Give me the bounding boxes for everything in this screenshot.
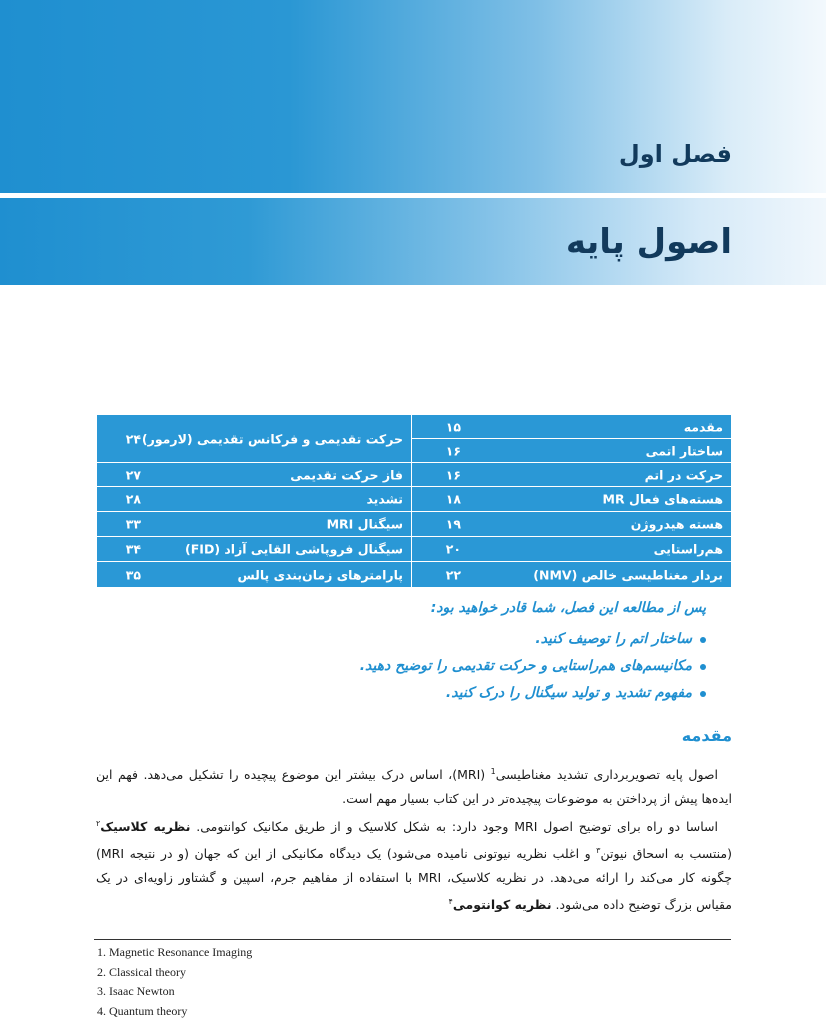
toc-row (97, 415, 411, 463)
toc-row (97, 463, 411, 487)
toc-row (411, 463, 731, 487)
toc-entry-title: حرکت در اتم (644, 467, 723, 482)
toc-entry-page: ۳۴ (125, 541, 141, 557)
toc-entry-page: ۱۶ (445, 467, 461, 482)
term-classical-theory: نظریه کلاسیک (100, 819, 191, 835)
toc-row (411, 562, 731, 587)
section-heading: مقدمه (681, 726, 732, 745)
toc-entry-title: حرکت تقدیمی و فرکانس تقدیمی (لارمور) (141, 431, 403, 446)
objective-item: ساختار اتم را توصیف کنید. (360, 626, 706, 653)
toc-entry-title: فاز حرکت تقدیمی (290, 467, 403, 482)
footnote-item: 3. Isaac Newton (97, 984, 175, 998)
chapter-title: اصول پایه (565, 222, 732, 262)
paragraph-text: (منتسب به اسحاق نیوتن (600, 846, 732, 862)
toc-row (411, 439, 731, 463)
toc-entry-title: هسته هیدروژن (630, 516, 723, 532)
toc-entry-title: پارامترهای زمان‌بندی پالس (237, 567, 403, 582)
chapter-label: فصل اول (618, 140, 732, 168)
footnote-divider (94, 939, 731, 940)
toc-entry-page: ۲۴ (125, 431, 141, 446)
footnote-ref: ۴ (448, 897, 453, 907)
toc-entry-page: ۲۷ (125, 467, 141, 482)
toc-entry-title: ساختار اتمی (645, 443, 723, 458)
toc-entry-title: هسته‌های فعال MR (602, 491, 723, 507)
footnote-ref: 1 (490, 767, 496, 776)
paragraph-text: اساسا دو راه برای توضیح اصول MRI وجود دارد: به شکل کلاسیک و از طریق مکانیک کوانتومی. (190, 819, 718, 835)
toc-entry-title: سیگنال فروپاشی القایی آزاد (FID) (185, 541, 403, 557)
theories-paragraph (96, 812, 732, 917)
footnote-ref: ۲ (96, 819, 101, 828)
footnote-ref: ۳ (596, 846, 601, 856)
toc-entry-page: ۳۳ (125, 516, 141, 532)
toc-entry-page: ۱۸ (445, 491, 461, 507)
toc-row (97, 562, 411, 587)
footnote-item: 1. Magnetic Resonance Imaging (97, 945, 253, 959)
toc-column-left (97, 415, 412, 587)
toc-column-right (411, 415, 731, 587)
toc-row (411, 537, 731, 562)
toc-entry-page: ۳۵ (125, 567, 141, 582)
toc-entry-page: ۲۸ (125, 491, 141, 507)
toc-entry-page: ۱۶ (445, 443, 461, 458)
chapter-contents-table (97, 415, 731, 587)
toc-row (97, 487, 411, 512)
footnote-item: 2. Classical theory (97, 964, 186, 979)
toc-entry-page: ۲۲ (445, 567, 461, 582)
toc-entry-page: ۱۹ (445, 516, 461, 532)
toc-entry-title: تشدید (366, 491, 403, 507)
objective-item: مکانیسم‌های هم‌راستایی و حرکت تقدیمی را توضیح دهید. (360, 653, 706, 680)
toc-entry-title: بردار مغناطیسی خالص (NMV) (533, 567, 723, 582)
footnotes (97, 943, 252, 1021)
toc-row (97, 537, 411, 562)
footnote-item: 4. Quantum theory (97, 1003, 188, 1018)
term-quantum-theory: نظریه کوانتومی (452, 897, 552, 913)
objectives-intro: پس از مطالعه این فصل، شما قادر خواهید بود: (430, 600, 706, 616)
toc-entry-title: سیگنال MRI (326, 516, 403, 532)
intro-paragraph (96, 760, 732, 811)
toc-entry-title: مقدمه (683, 419, 723, 434)
toc-entry-title: هم‌راستایی (653, 541, 723, 557)
objectives-list (360, 626, 706, 707)
toc-entry-page: ۱۵ (445, 419, 461, 434)
paragraph-text: (MRI)، اساس درک بیشتر این موضوع پیچیده را تشکیل می‌دهد. فهم این ایده‌ها پیش از پرداختن به موضوعات پیچیده‌تر در این کتاب بسیار مهم است. (96, 767, 732, 807)
toc-row (411, 512, 731, 537)
toc-row (411, 487, 731, 512)
paragraph-text: اصول پایه تصویربرداری تشدید مغناطیسی (495, 767, 718, 783)
paragraph-text: و اغلب نظریه نیوتونی نامیده می‌شود) یک دیدگاه مکانیکی از این که جهان (و در نتیجه MRI) چگونه کار می‌کند را ارائه می‌دهد. در نظریه کلاسیک، MRI با استفاده از مفاهیم جرم، اسپین و گشتاور زاویه‌ای در یک مقیاس بزرگ توضیح داده می‌شود. (96, 846, 732, 913)
toc-row (97, 512, 411, 537)
toc-row (411, 415, 731, 439)
objective-item: مفهوم تشدید و تولید سیگنال را درک کنید. (360, 680, 706, 707)
toc-entry-page: ۲۰ (445, 541, 461, 557)
